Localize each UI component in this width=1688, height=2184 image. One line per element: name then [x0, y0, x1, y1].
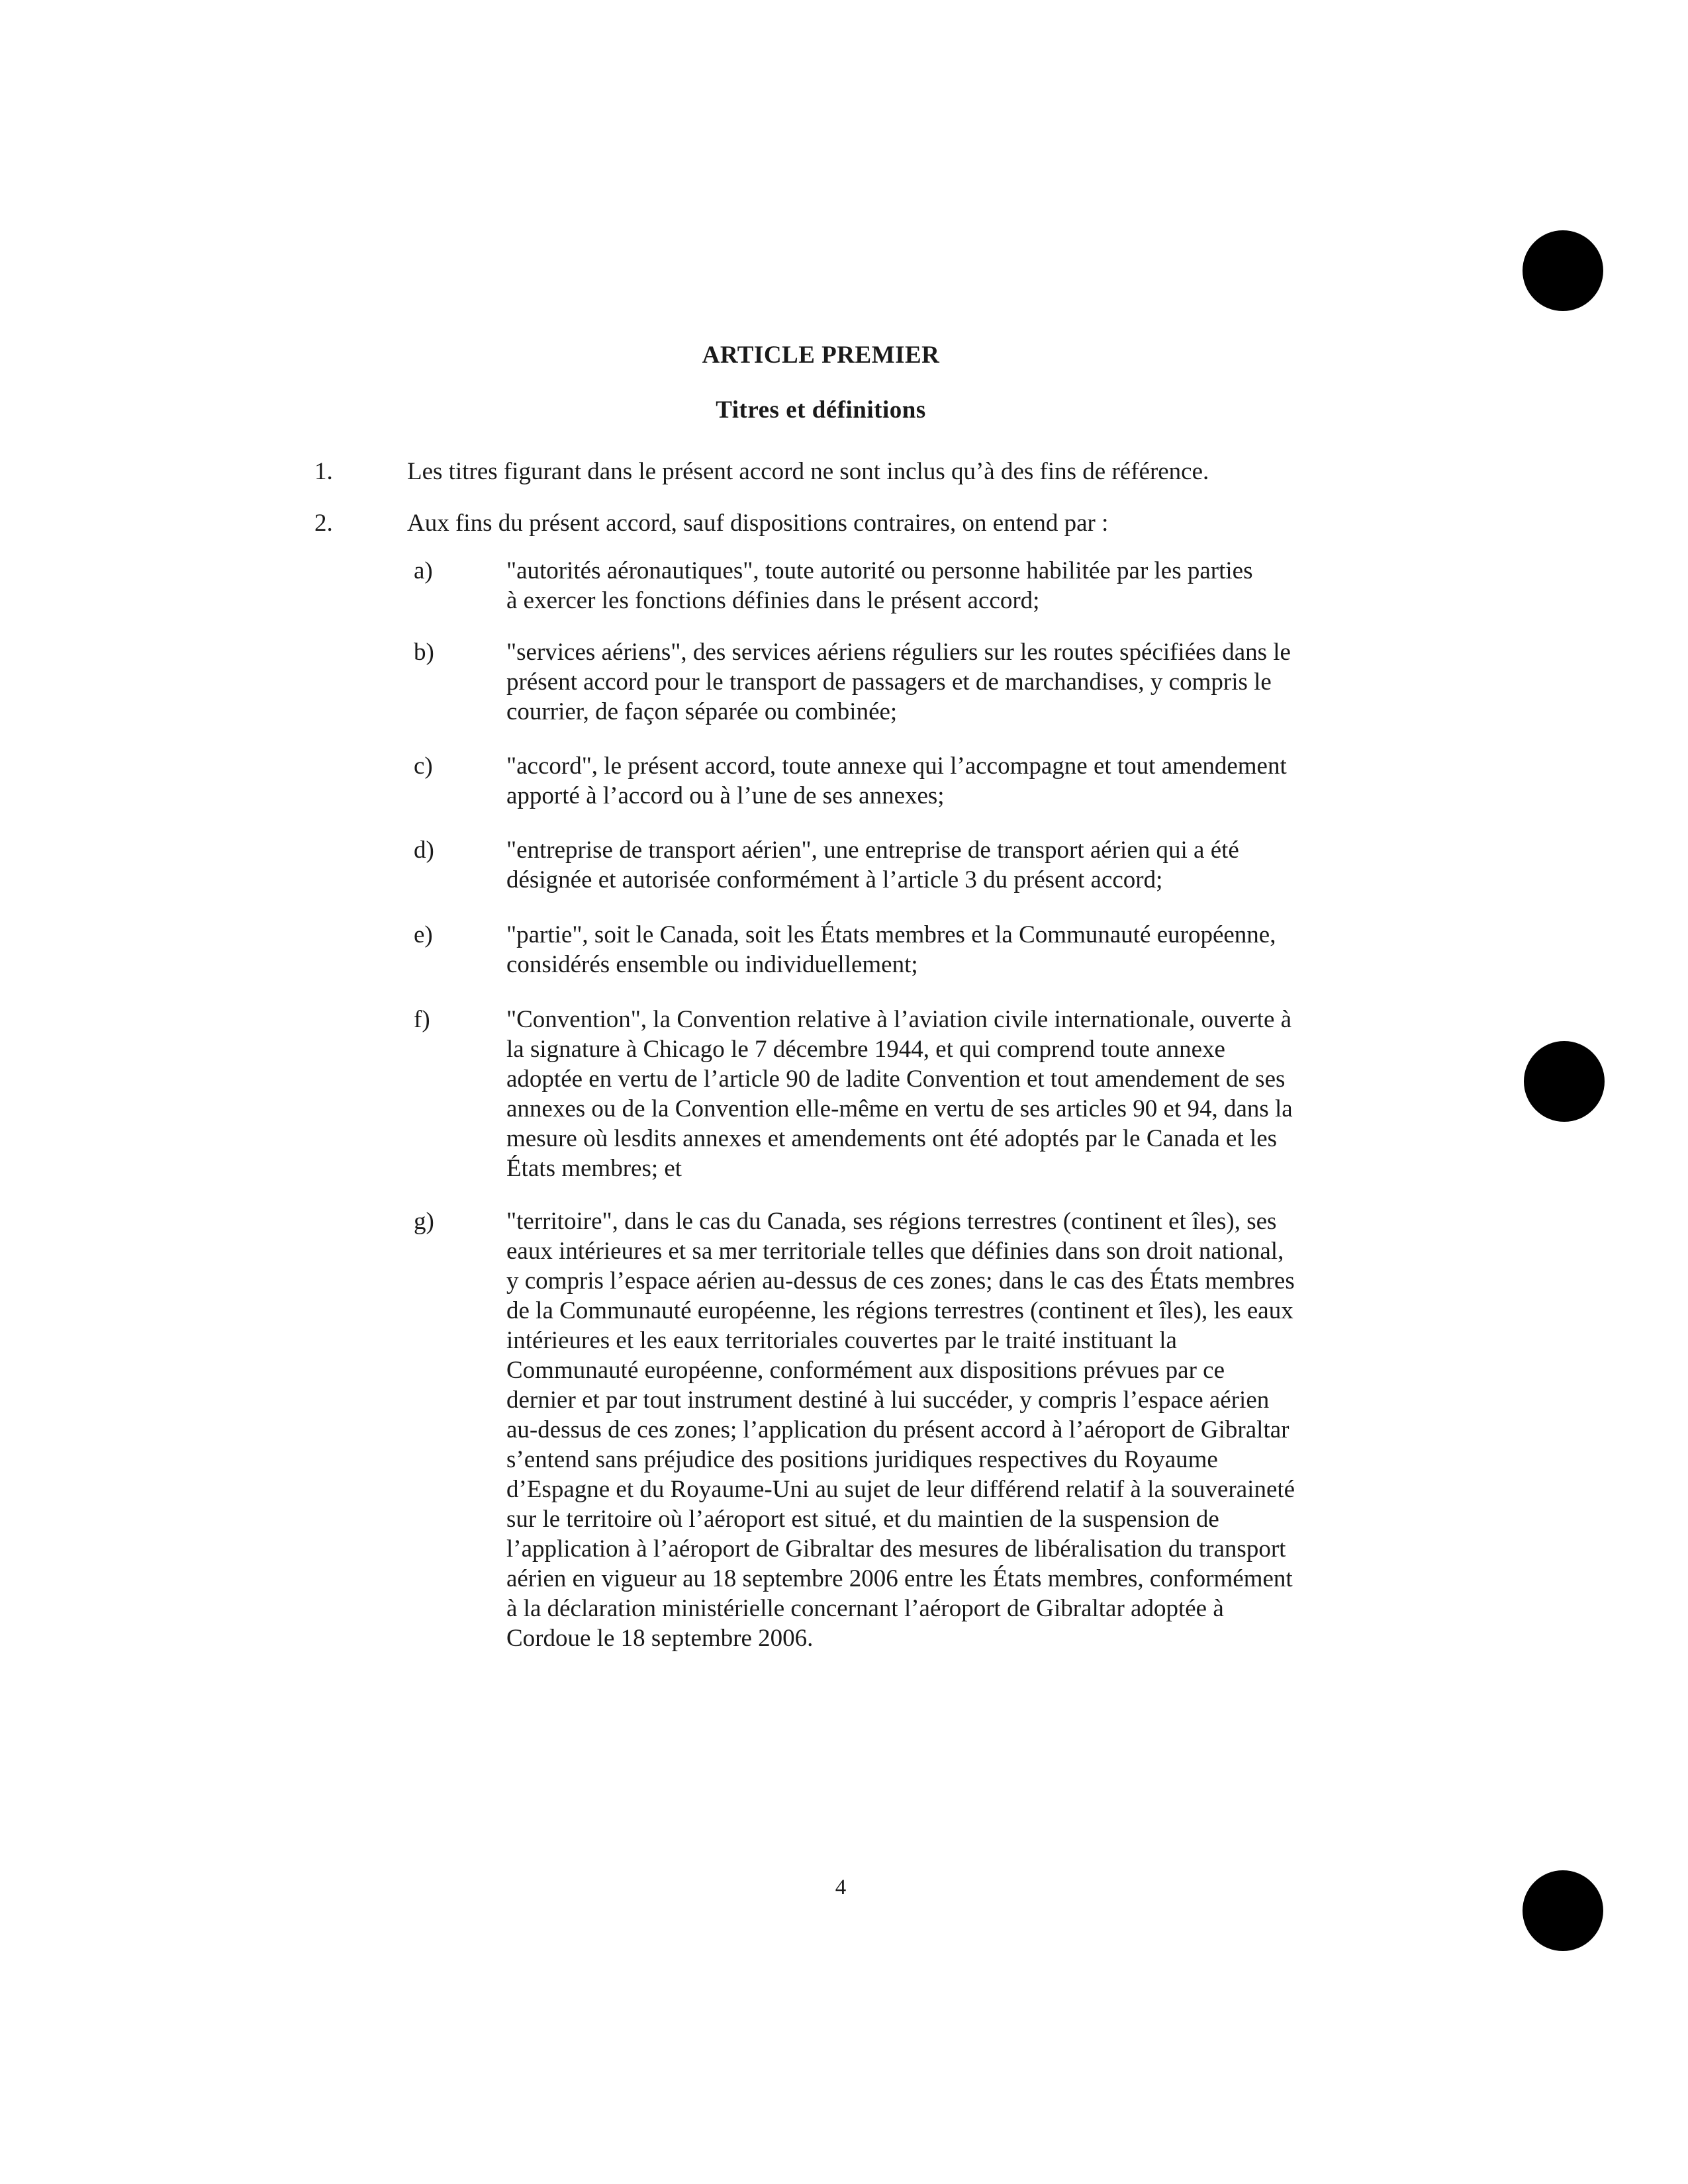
- definition-line: dernier et par tout instrument destiné à lui succéder, y compris l’espace aérien: [506, 1387, 1270, 1414]
- definition-line: courrier, de façon séparée ou combinée;: [506, 698, 898, 725]
- definition-line: mesure où lesdits annexes et amendements ont été adoptés par le Canada et les: [506, 1125, 1278, 1152]
- definition-letter: c): [414, 752, 433, 780]
- definition-line: adoptée en vertu de l’article 90 de ladite Convention et tout amendement de ses: [506, 1066, 1286, 1093]
- definition-line: "services aériens", des services aériens réguliers sur les routes spécifiées dans le: [506, 639, 1291, 666]
- definition-line: Communauté européenne, conformément aux dispositions prévues par ce: [506, 1357, 1225, 1384]
- paragraph-number: 1.: [314, 458, 333, 485]
- article-title: ARTICLE PREMIER: [702, 341, 940, 369]
- definition-line: présent accord pour le transport de passagers et de marchandises, y compris le: [506, 668, 1272, 696]
- article-subtitle: Titres et définitions: [716, 396, 926, 424]
- definition-line: y compris l’espace aérien au-dessus de ces zones; dans le cas des États membres: [506, 1267, 1295, 1295]
- paragraph-number: 2.: [314, 510, 333, 537]
- definition-line: s’entend sans préjudice des positions juridiques respectives du Royaume: [506, 1446, 1218, 1473]
- definition-letter: b): [414, 639, 434, 666]
- definition-line: d’Espagne et du Royaume-Uni au sujet de leur différend relatif à la souveraineté: [506, 1476, 1295, 1503]
- definition-line: désignée et autorisée conformément à l’article 3 du présent accord;: [506, 866, 1163, 893]
- punch-hole-middle: [1524, 1041, 1605, 1122]
- definition-line: la signature à Chicago le 7 décembre 1944, et qui comprend toute annexe: [506, 1036, 1225, 1063]
- definition-line: "partie", soit le Canada, soit les États membres et la Communauté européenne,: [506, 921, 1276, 948]
- definition-line: considérés ensemble ou individuellement;: [506, 951, 918, 978]
- definition-line: Cordoue le 18 septembre 2006.: [506, 1625, 814, 1652]
- definition-line: l’application à l’aéroport de Gibraltar des mesures de libéralisation du transport: [506, 1535, 1286, 1563]
- page-number: 4: [835, 1876, 847, 1899]
- definition-letter: a): [414, 557, 433, 584]
- punch-hole-top: [1523, 230, 1603, 311]
- definition-line: "territoire", dans le cas du Canada, ses régions terrestres (continent et îles), ses: [506, 1208, 1277, 1235]
- paragraph-text: Les titres figurant dans le présent accord ne sont inclus qu’à des fins de référence.: [407, 458, 1209, 485]
- definition-line: "accord", le présent accord, toute annexe qui l’accompagne et tout amendement: [506, 752, 1287, 780]
- definition-line: sur le territoire où l’aéroport est situé, et du maintien de la suspension de: [506, 1506, 1219, 1533]
- definition-line: eaux intérieures et sa mer territoriale telles que définies dans son droit national,: [506, 1238, 1284, 1265]
- definition-line: à la déclaration ministérielle concernant l’aéroport de Gibraltar adoptée à: [506, 1595, 1224, 1622]
- definition-line: "Convention", la Convention relative à l’aviation civile internationale, ouverte à: [506, 1006, 1292, 1033]
- definition-line: aérien en vigueur au 18 septembre 2006 entre les États membres, conformément: [506, 1565, 1293, 1592]
- definition-letter: f): [414, 1006, 430, 1033]
- definition-line: intérieures et les eaux territoriales couvertes par le traité instituant la: [506, 1327, 1177, 1354]
- paragraph-text: Aux fins du présent accord, sauf dispositions contraires, on entend par :: [407, 510, 1109, 537]
- definition-letter: e): [414, 921, 433, 948]
- definition-line: à exercer les fonctions définies dans le présent accord;: [506, 587, 1040, 614]
- definition-line: États membres; et: [506, 1155, 682, 1182]
- definition-line: de la Communauté européenne, les régions terrestres (continent et îles), les eaux: [506, 1297, 1293, 1324]
- definition-letter: g): [414, 1208, 434, 1235]
- definition-line: "autorités aéronautiques", toute autorité ou personne habilitée par les parties: [506, 557, 1253, 584]
- definition-line: "entreprise de transport aérien", une entreprise de transport aérien qui a été: [506, 837, 1239, 864]
- definition-line: au-dessus de ces zones; l’application du présent accord à l’aéroport de Gibraltar: [506, 1416, 1289, 1443]
- definition-line: annexes ou de la Convention elle-même en vertu de ses articles 90 et 94, dans la: [506, 1095, 1293, 1122]
- definition-line: apporté à l’accord ou à l’une de ses annexes;: [506, 782, 945, 809]
- definition-letter: d): [414, 837, 434, 864]
